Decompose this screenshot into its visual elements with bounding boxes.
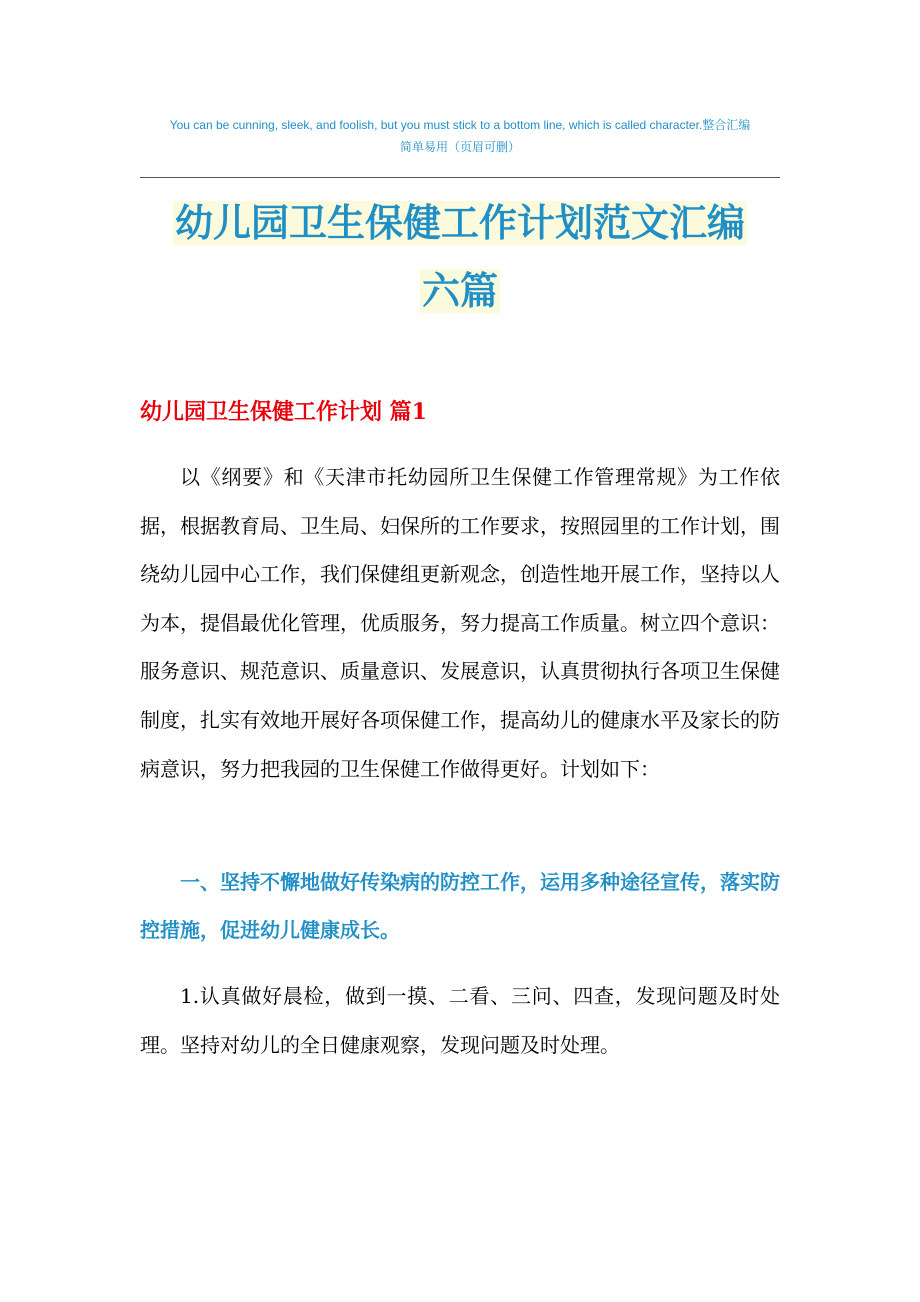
intro-paragraph: 以《纲要》和《天津市托幼园所卫生保健工作管理常规》为工作依据，根据教育局、卫生局、妇保所的工作要求，按照园里的工作计划，围绕幼儿园中心工作，我们保健组更新观念，创造性地开展工作，坚持以人为本，提倡最优化管理，优质服务，努力提高工作质量。树立四个意识：服务意识、规范意识、质量意识、发展意识，认真贯彻执行各项卫生保健制度，扎实有效地开展好各项保健工作，提高幼儿的健康水平及家长的防病意识，努力把我园的卫生保健工作做得更好。计划如下： [140,465,780,781]
header-chinese-note: 简单易用（页眉可删） [399,140,520,154]
title-line-2: 六篇 [421,269,498,313]
title-line-1: 幼儿园卫生保健工作计划范文汇编 [174,201,745,245]
header-english-quote: You can be cunning, sleek, and foolish, but you must stick to a bottom line, which is called character. [169,118,703,132]
item-paragraph: 1.认真做好晨检，做到一摸、二看、三问、四查，发现问题及时处理。坚持对幼儿的全日健康观察，发现问题及时处理。 [140,984,780,1057]
document-title [140,192,780,328]
subsection-heading: 一、坚持不懈地做好传染病的防控工作，运用多种途径宣传，落实防控措施，促进幼儿健康成长。 [140,870,780,942]
header-divider [140,177,780,178]
header-chinese-tag: 整合汇编 [702,118,751,132]
page-header [140,114,780,158]
section-heading: 幼儿园卫生保健工作计划 篇1 [140,399,427,425]
